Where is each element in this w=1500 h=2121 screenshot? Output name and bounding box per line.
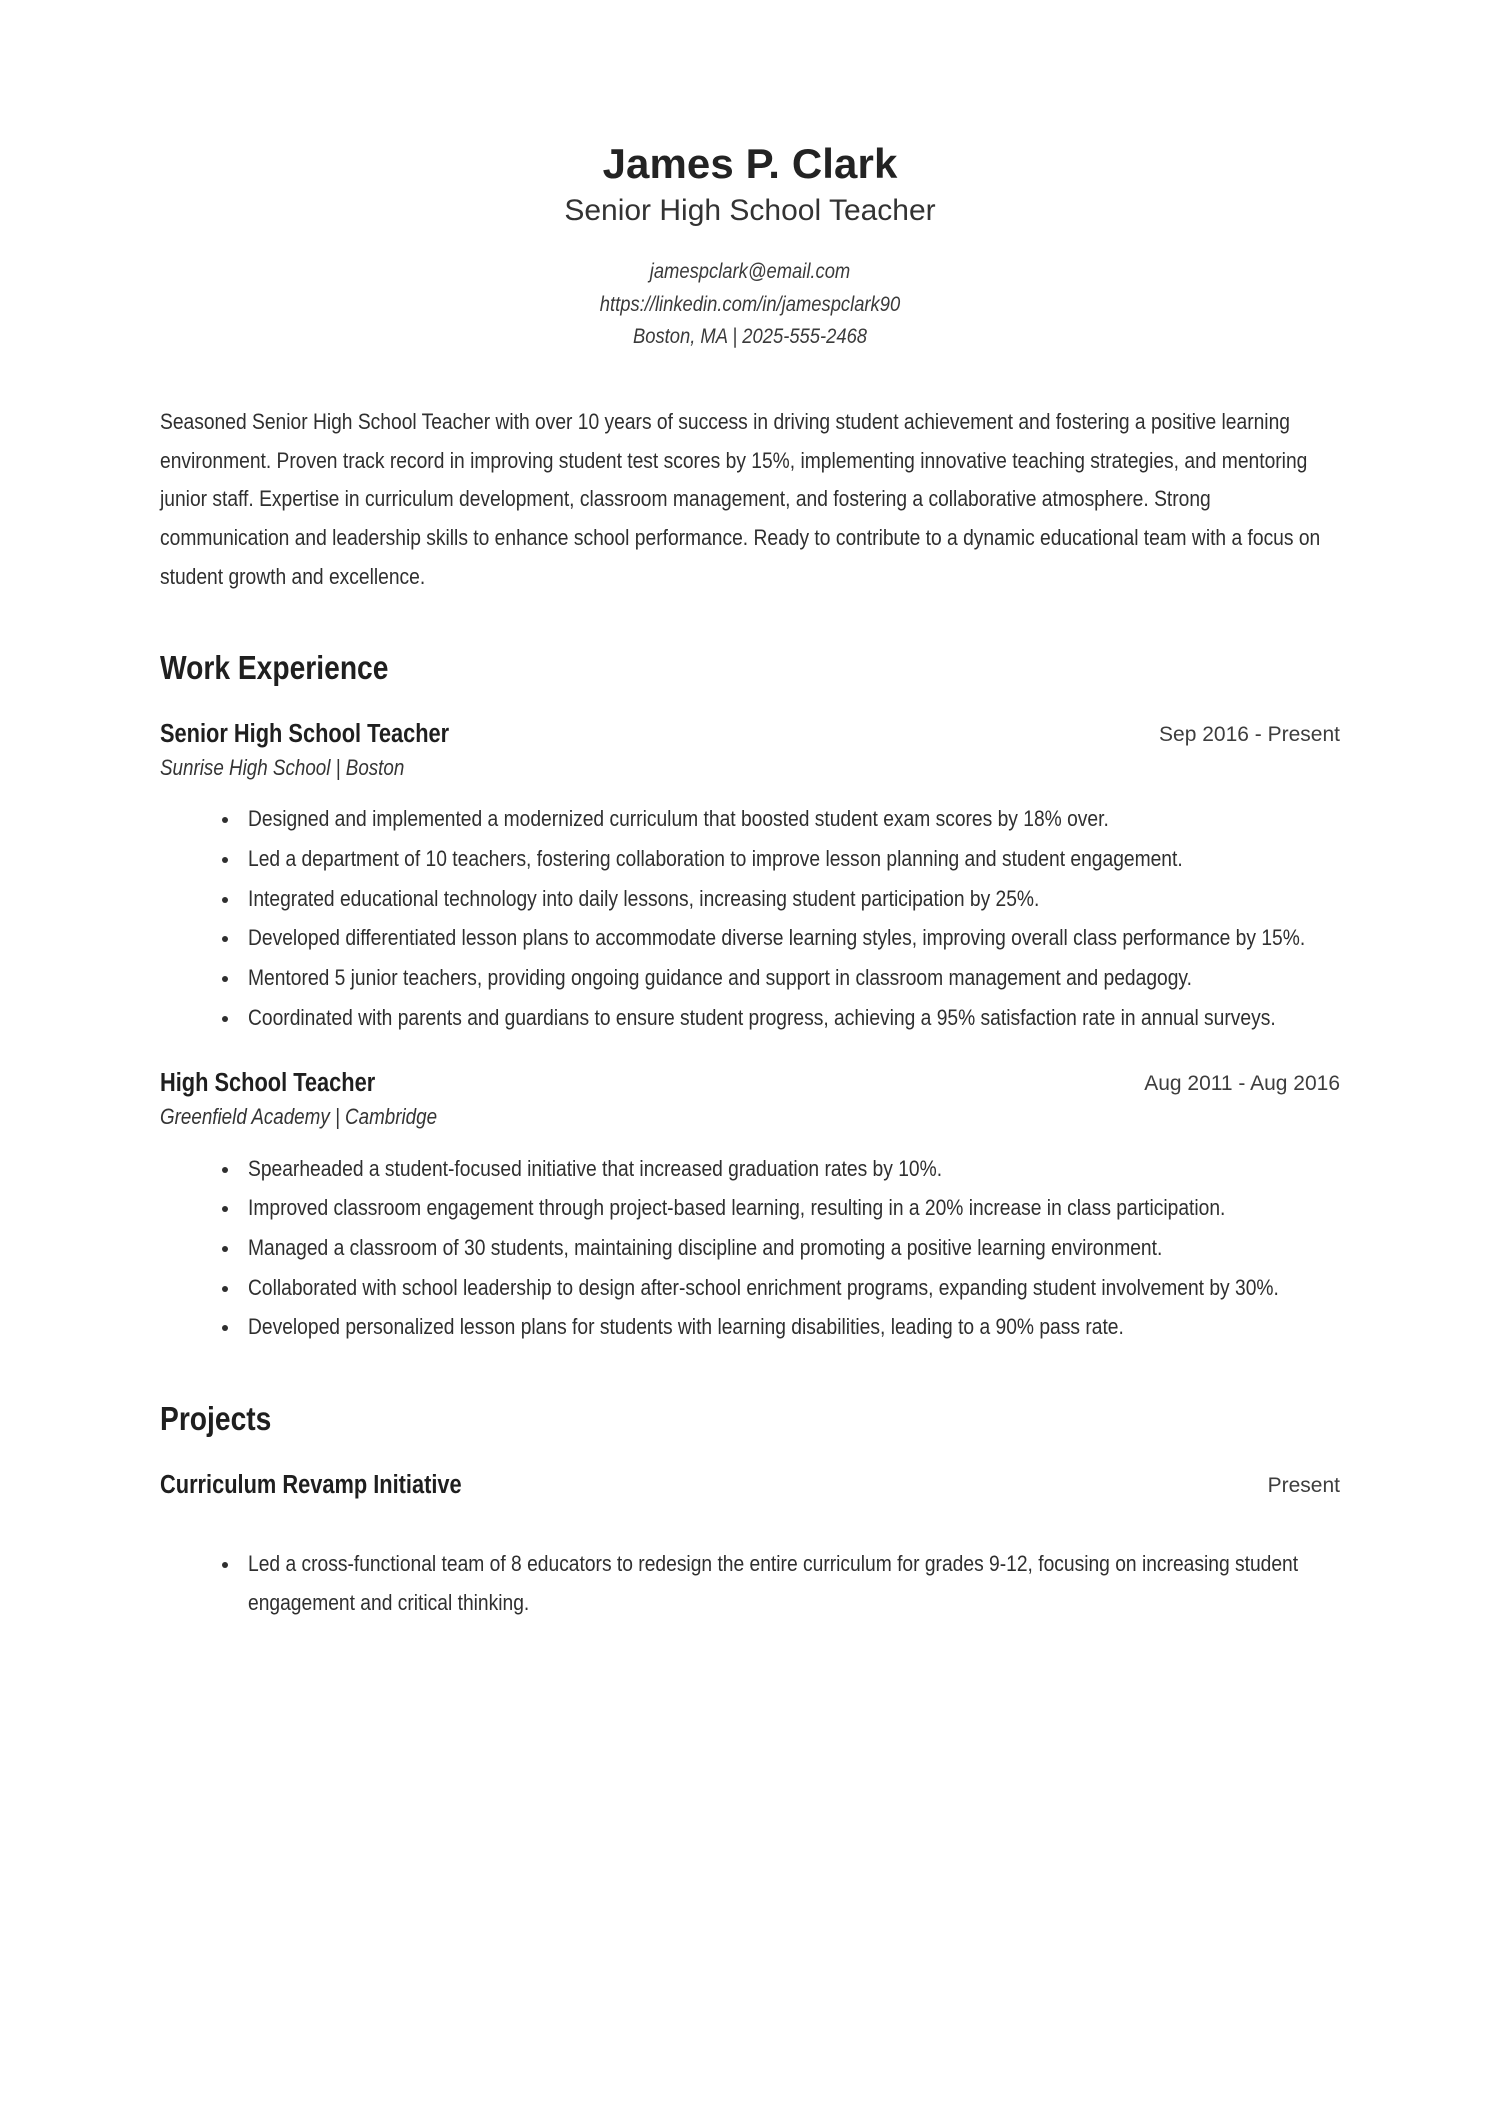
bullet-text: Managed a classroom of 30 students, maintaining discipline and promoting a positive learning environment.: [248, 1235, 1163, 1261]
section-title-text: Projects: [160, 1400, 272, 1438]
entry-title: [160, 1067, 1120, 1100]
section-title-text: Work Experience: [160, 649, 389, 687]
bullet-text: Mentored 5 junior teachers, providing ongoing guidance and support in classroom management and pedagogy.: [248, 964, 1192, 990]
contact-location-phone: Boston, MA | 2025-555-2468: [632, 324, 868, 349]
resume-sections: [160, 648, 1340, 1622]
candidate-name-text: James P. Clark: [602, 140, 898, 187]
professional-summary: [160, 403, 1340, 596]
bullet-item: [218, 1150, 1340, 1189]
entry-title: [160, 1469, 1244, 1502]
bullet-item: [218, 999, 1340, 1038]
resume-entry: [160, 1067, 1340, 1347]
bullet-text: Developed personalized lesson plans for students with learning disabilities, leading to a 90% pass rate.: [248, 1314, 1124, 1340]
entry-organization: [160, 753, 1135, 783]
bullet-item: [218, 959, 1340, 998]
section-title: [160, 648, 1340, 688]
resume-entry: [160, 1469, 1340, 1623]
candidate-headline: [160, 193, 1340, 229]
resume-entry: [160, 718, 1340, 1037]
entry-header: [160, 718, 1340, 782]
entry-date: Sep 2016 - Present: [1159, 722, 1340, 746]
entry-header: [160, 1067, 1340, 1131]
bullet-text: Collaborated with school leadership to design after-school enrichment programs, expanding student involvement by 30%.: [248, 1274, 1279, 1300]
bullet-item: [218, 1229, 1340, 1268]
bullet-text: Designed and implemented a modernized curriculum that boosted student exam scores by 18% over.: [248, 806, 1109, 832]
entry-date: Aug 2011 - Aug 2016: [1144, 1072, 1340, 1096]
entry-left: [160, 718, 1135, 782]
entry-bullet-list: [160, 1150, 1340, 1347]
entry-organization-text: Sunrise High School | Boston: [160, 754, 405, 780]
contact-email[interactable]: jamespclark@email.com: [649, 258, 851, 283]
entry-bullet-list: [160, 800, 1340, 1037]
bullet-text: Led a department of 10 teachers, fostering collaboration to improve lesson planning and student engagement.: [248, 845, 1183, 871]
bullet-item: [218, 880, 1340, 919]
section-title: [160, 1399, 1340, 1439]
bullet-text: Led a cross-functional team of 8 educators to redesign the entire curriculum for grades 9-12, focusing on increasing student engagement and critical thinking.: [248, 1551, 1299, 1616]
entry-title-text: Senior High School Teacher: [160, 719, 450, 748]
entry-left: [160, 1067, 1120, 1131]
bullet-item: [218, 1189, 1340, 1228]
bullet-text: Developed differentiated lesson plans to accommodate diverse learning styles, improving overall class performance by 15%.: [248, 925, 1306, 951]
entry-title-text: Curriculum Revamp Initiative: [160, 1470, 462, 1499]
bullet-item: [218, 1308, 1340, 1347]
bullet-text: Integrated educational technology into daily lessons, increasing student participation by 25%.: [248, 885, 1040, 911]
bullet-item: [218, 1545, 1340, 1622]
entry-title: [160, 718, 1135, 751]
entry-bullet-list: [160, 1545, 1340, 1622]
contact-linkedin[interactable]: https://linkedin.com/in/jamespclark90: [599, 291, 901, 316]
professional-summary-text: Seasoned Senior High School Teacher with over 10 years of success in driving student achievement and fostering a positive learning environment. Proven track record in improving student test scores by 15%, implementing innovative teaching strategies, and mentoring junior staff. Expertise in curriculum development, classroom management, and fostering a collaborative atmosphere. Strong communication and leadership skills to enhance school performance. Ready to contribute to a dynamic educational team with a focus on student growth and excellence.: [160, 408, 1321, 589]
bullet-item: [218, 1269, 1340, 1308]
entry-organization-text: Greenfield Academy | Cambridge: [160, 1103, 438, 1129]
bullet-text: Coordinated with parents and guardians to ensure student progress, achieving a 95% satisfaction rate in annual surveys.: [248, 1004, 1276, 1030]
bullet-item: [218, 919, 1340, 958]
bullet-text: Spearheaded a student-focused initiative that increased graduation rates by 10%.: [248, 1155, 943, 1181]
resume-header: [160, 0, 1340, 353]
entry-date: Present: [1267, 1473, 1340, 1497]
entry-header: [160, 1469, 1340, 1502]
bullet-item: [218, 840, 1340, 879]
contact-info: [160, 255, 1340, 353]
entry-title-text: High School Teacher: [160, 1069, 376, 1098]
bullet-text: Improved classroom engagement through project-based learning, resulting in a 20% increase in class participation.: [248, 1195, 1226, 1221]
bullet-item: [218, 800, 1340, 839]
candidate-headline-text: Senior High School Teacher: [564, 193, 936, 227]
entry-left: [160, 1469, 1244, 1502]
candidate-name: [160, 140, 1340, 188]
entry-organization: [160, 1102, 1120, 1132]
